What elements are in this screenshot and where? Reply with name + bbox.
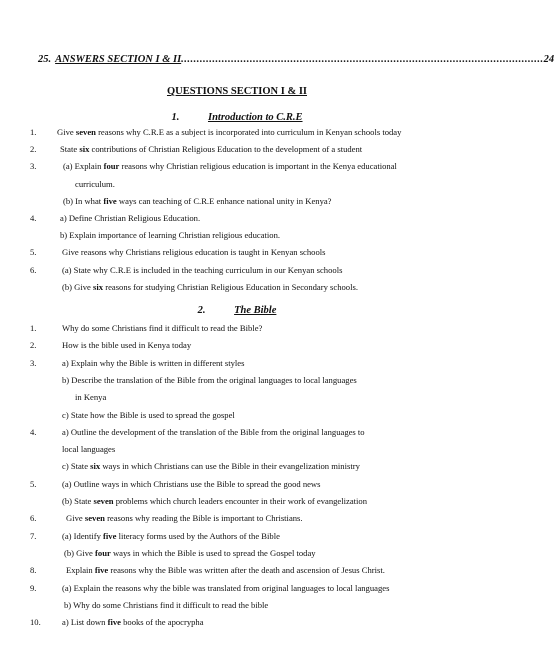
question-text-part: (a) Explain the reasons why the bible was translated from original languages to local languages — [62, 582, 390, 593]
question-text-part: a) Define Christian Religious Education. — [60, 213, 201, 223]
question-number: 5. — [30, 247, 37, 258]
question-number: 6. — [30, 513, 37, 524]
question-text-part: How is the bible used in Kenya today — [62, 340, 192, 351]
question-text — [66, 510, 303, 526]
question-number: 6. — [30, 264, 37, 275]
question-text-part: in Kenya — [75, 392, 107, 403]
question-text-part: reasons why Christian religious education is important in the Kenya educational — [119, 161, 397, 172]
question-line — [0, 320, 474, 336]
question-text — [75, 389, 106, 405]
question-line — [0, 279, 474, 295]
question-text — [62, 424, 365, 440]
question-text-part: c) State — [62, 461, 91, 472]
question-text-part: local languages — [62, 444, 116, 455]
question-line — [0, 337, 474, 353]
question-text-part: Give — [57, 127, 76, 137]
question-number: 8. — [30, 565, 37, 576]
question-text-part: (a) State why C.R.E is included in the teaching curriculum in our Kenyan schools — [62, 264, 343, 275]
section-number: 2. — [197, 305, 206, 316]
question-line — [0, 458, 474, 474]
question-text-part: (b) In what — [63, 195, 104, 206]
section-title: Introduction to C.R.E — [207, 112, 303, 123]
question-text — [62, 614, 204, 630]
question-text-part: reasons why the Bible was written after the death and ascension of Jesus Christ. — [108, 565, 385, 576]
toc-entry — [38, 54, 554, 65]
emphasis-word: six — [79, 144, 90, 155]
question-text — [62, 476, 320, 492]
toc-label: ANSWERS SECTION I & II — [55, 54, 182, 65]
question-line — [0, 407, 474, 423]
question-line — [0, 262, 474, 278]
question-line — [0, 580, 474, 596]
question-text-part: b) Describe the translation of the Bible from the original languages to local languages — [62, 374, 357, 385]
question-line — [0, 528, 474, 544]
question-line — [0, 176, 474, 192]
question-text-part: (b) State — [62, 496, 94, 506]
question-text-part: Explain — [66, 565, 95, 576]
question-number: 2. — [30, 340, 37, 351]
question-line — [0, 441, 474, 457]
question-text — [64, 597, 268, 613]
question-number: 1. — [30, 127, 37, 137]
question-line — [0, 510, 474, 526]
question-line — [0, 355, 474, 371]
section-heading-2 — [0, 305, 474, 316]
question-text — [62, 320, 262, 336]
question-text-part: reasons why reading the Bible is important to Christians. — [104, 513, 303, 524]
question-text-part: contributions of Christian Religious Education to the development of a student — [89, 144, 363, 155]
question-text-part: a) List down — [62, 617, 108, 628]
question-text — [57, 124, 401, 140]
question-text — [64, 545, 316, 561]
toc-page-number: 24 — [543, 54, 554, 65]
question-text-part: b) Why do some Christians find it difficult to read the bible — [64, 599, 269, 610]
question-text-part: Why do some Christians find it difficult to read the Bible? — [62, 323, 263, 333]
question-text-part: c) State how the Bible is used to spread the gospel — [62, 409, 235, 420]
question-number: 9. — [30, 582, 37, 593]
question-text — [62, 407, 235, 423]
question-line — [0, 493, 474, 509]
question-text — [60, 227, 280, 243]
question-text — [63, 158, 397, 174]
question-text-part: b) Explain importance of learning Christian religious education. — [60, 230, 281, 241]
question-line — [0, 562, 474, 578]
question-text-part: ways in which the Bible is used to spread the Gospel today — [110, 547, 316, 558]
question-text-part: curriculum. — [75, 178, 115, 189]
question-text-part: reasons for studying Christian Religious Education in Secondary schools. — [103, 281, 358, 292]
question-text — [62, 493, 367, 509]
emphasis-word: seven — [93, 496, 114, 506]
question-line — [0, 597, 474, 613]
emphasis-word: five — [103, 530, 117, 541]
question-text — [62, 372, 357, 388]
question-text-part: (b) Give — [62, 281, 94, 292]
toc-dots: .................................................................................................................... — [181, 54, 544, 65]
question-line — [0, 193, 474, 209]
emphasis-word: five — [94, 565, 109, 576]
question-text — [60, 210, 200, 226]
section-heading-1 — [0, 112, 474, 123]
question-text-part: (b) Give — [64, 547, 96, 558]
question-text-part: problems which church leaders encounter in their work of evangelization — [113, 496, 368, 506]
question-text-part: Give reasons why Christians religious education is taught in Kenyan schools — [62, 247, 326, 258]
question-number: 5. — [30, 478, 37, 489]
question-line — [0, 227, 474, 243]
emphasis-word: four — [95, 547, 111, 558]
question-text — [62, 528, 280, 544]
question-text — [62, 355, 244, 371]
question-number: 2. — [30, 144, 37, 155]
question-text-part: a) Outline the development of the translation of the Bible from the original languages to — [62, 426, 365, 437]
question-text — [60, 141, 362, 157]
emphasis-word: six — [93, 281, 104, 292]
question-number: 7. — [30, 530, 37, 541]
question-line — [0, 476, 474, 492]
question-text — [75, 176, 115, 192]
question-number: 4. — [30, 213, 37, 223]
question-text — [62, 244, 326, 260]
question-number: 10. — [30, 617, 41, 628]
question-text — [66, 562, 385, 578]
question-text-part: (a) Outline ways in which Christians use the Bible to spread the good news — [62, 478, 321, 489]
question-text-part: ways can teaching of C.R.E enhance national unity in Kenya? — [116, 195, 332, 206]
emphasis-word: five — [103, 195, 117, 206]
question-text-part: literacy forms used by the Authors of the Bible — [116, 530, 280, 541]
question-line — [0, 210, 474, 226]
question-line — [0, 389, 474, 405]
emphasis-word: seven — [84, 513, 105, 524]
question-text — [63, 193, 332, 209]
question-text — [62, 441, 115, 457]
question-line — [0, 141, 474, 157]
question-number: 3. — [30, 357, 37, 368]
question-text-part: Give — [66, 513, 85, 524]
question-text-part: (a) Explain — [63, 161, 104, 172]
emphasis-word: seven — [75, 127, 96, 137]
question-text-part: books of the apocrypha — [120, 617, 204, 628]
question-line — [0, 158, 474, 174]
emphasis-word: five — [107, 617, 121, 628]
question-line — [0, 244, 474, 260]
question-text — [62, 580, 389, 596]
question-text-part: (a) Identify — [62, 530, 104, 541]
toc-number: 25. — [38, 54, 52, 65]
question-text — [62, 337, 191, 353]
emphasis-word: four — [103, 161, 120, 172]
question-line — [0, 614, 474, 630]
question-text-part: a) Explain why the Bible is written in different styles — [62, 357, 245, 368]
question-text-part: State — [60, 144, 80, 155]
question-text — [62, 458, 360, 474]
question-text — [62, 279, 358, 295]
emphasis-word: six — [90, 461, 101, 472]
question-line — [0, 124, 474, 140]
question-text-part: ways in which Christians can use the Bible in their evangelization ministry — [100, 461, 360, 472]
question-line — [0, 545, 474, 561]
question-line — [0, 424, 474, 440]
question-line — [0, 372, 474, 388]
question-number: 4. — [30, 426, 37, 437]
section-title: The Bible — [234, 305, 277, 316]
question-number: 1. — [30, 323, 37, 333]
question-text — [62, 262, 342, 278]
question-text-part: reasons why C.R.E as a subject is incorporated into curriculum in Kenyan schools today — [95, 127, 402, 137]
section-number: 1. — [171, 112, 180, 123]
main-heading: QUESTIONS SECTION I & II — [166, 86, 308, 97]
question-number: 3. — [30, 161, 37, 172]
